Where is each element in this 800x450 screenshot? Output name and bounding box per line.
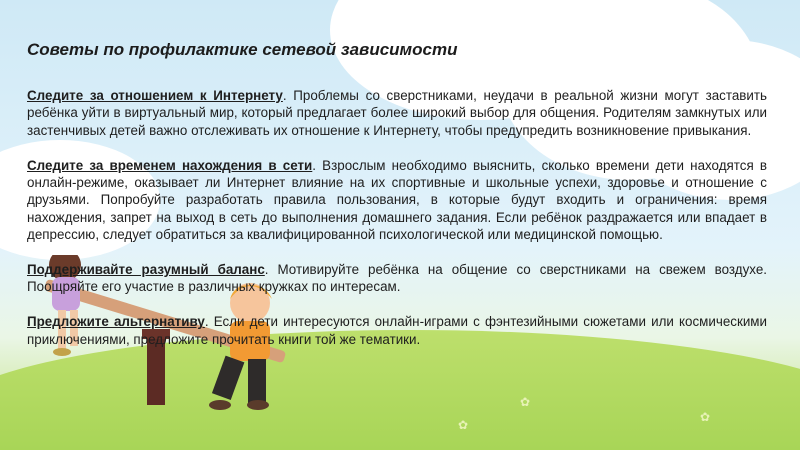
tip-body: . Проблемы со сверстниками, неудачи в реальной жизни могут заставить ребёнка уйти в виртуальный мир, который предлагает более широкий выбор для общения. Родителям замкнутых или застенчивых детей важно отслеживать их отношение к Интернету, чтобы предупредить возникновение привыкания. xyxy=(27,88,767,138)
tip-paragraph xyxy=(27,261,767,296)
tip-heading: Следите за отношением к Интернету xyxy=(27,88,283,103)
tip-body: . Мотивируйте ребёнка на общение со сверстниками на свежем воздухе. Поощряйте его участие в различных кружках по интересам. xyxy=(27,262,767,295)
tips-text xyxy=(27,87,767,365)
flower-icon: ✿ xyxy=(520,395,531,409)
flower-icon: ✿ xyxy=(458,418,469,432)
tip-heading: Следите за временем нахождения в сети xyxy=(27,157,313,173)
flower-icon: ✿ xyxy=(700,410,711,424)
page-title: Советы по профилактике сетевой зависимости xyxy=(27,40,458,59)
tip-paragraph xyxy=(27,313,767,348)
tip-heading: Поддерживайте разумный баланс xyxy=(27,262,265,278)
tip-paragraph xyxy=(27,157,767,244)
tip-paragraph xyxy=(27,87,767,139)
tip-heading: Предложите альтернативу xyxy=(27,314,205,330)
tip-body: . Если дети интересуются онлайн-играми с фэнтезийными сюжетами или космическими приключениями, предложите прочитать книги той же тематики. xyxy=(27,314,767,347)
tip-body: . Взрослым необходимо выяснить, сколько времени дети находятся в онлайн-режиме, оказывает ли Интернет влияние на их спортивные и школьные успехи, здоровье и отношение с друзьями. Попробуйте разработать правила пользования, в которые будут входить и ограничения: время нахождения, запрет на выход в сеть до выполнения домашнего задания. Если ребёнок раздражается или впадает в депрессию, следует обратиться за квалифицированной психологической или медицинской помощью. xyxy=(27,157,767,243)
